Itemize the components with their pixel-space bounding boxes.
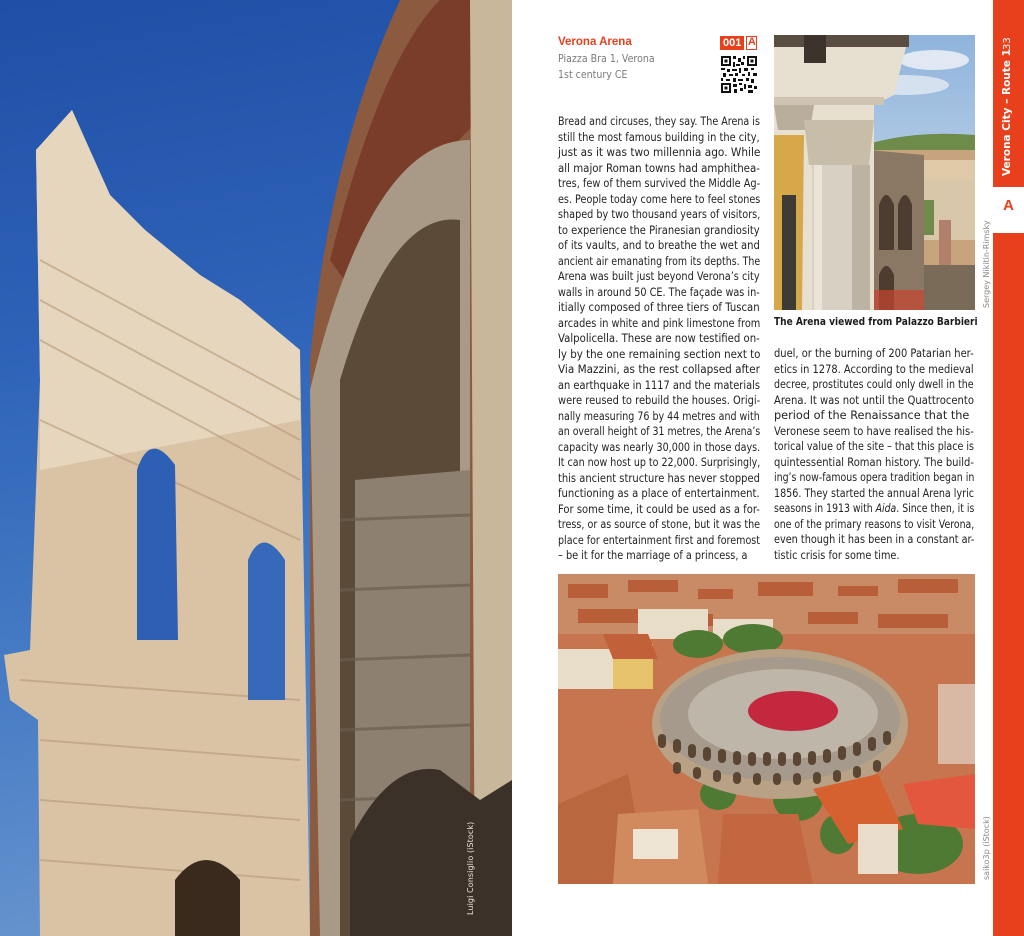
body-text-line: It can now host up to 22,000. Surprisingly,	[558, 456, 761, 469]
body-text-line: Arena was built just beyond Verona’s city	[558, 270, 760, 283]
body-text-line: itially composed of three tiers of Tuscan	[558, 301, 760, 314]
body-text-line: Valpolicella. These are now testified on-	[558, 332, 760, 345]
body-text-line: duel, or the burning of 200 Patarian her-	[774, 347, 974, 360]
route-letter: A	[1003, 197, 1014, 214]
arena-from-palazzo-photo	[774, 35, 975, 310]
body-text-line: Via Mazzini, as the rest collapsed after	[558, 363, 760, 376]
body-text-line: even though it has been in a constant ar-	[774, 533, 975, 546]
body-text-line: tres, few of them survived the Middle Ag-	[558, 177, 761, 190]
body-text-line: an overall height of 31 metres, the Arena’s	[558, 425, 761, 438]
entry-code-badge	[720, 36, 757, 50]
body-text-line: – be it for the marriage of a princess, a	[558, 549, 748, 562]
body-text-left-column	[558, 114, 760, 564]
body-text-line: place for entertainment first and foremost	[558, 533, 761, 547]
page-number: 33	[1002, 37, 1013, 50]
body-text-line: to experience the Piranesian grandiosity	[558, 223, 760, 237]
body-text-line: Bread and circuses, they say. The Arena is	[558, 115, 760, 128]
body-text-line: just as it was two millennia ago. While	[558, 146, 761, 159]
entry-title: Verona Arena	[558, 36, 632, 48]
body-text-line: 1856. They started the annual Arena lyric	[774, 486, 974, 500]
body-text-line: this ancient structure has never stopped	[558, 471, 760, 485]
body-text-line: quintessential Roman history. The build-	[774, 455, 974, 469]
body-text-line: ly by the one remaining section next to	[558, 347, 761, 361]
body-text-line: ancient air emanating from its depths. The	[558, 254, 761, 268]
body-text-line: all major Roman towns had amphithea-	[558, 161, 760, 175]
body-text-line: period of the Renaissance that the	[774, 409, 970, 422]
entry-address: Piazza Bra 1, Verona	[558, 52, 655, 65]
body-text-line: etics in 1278. According to the medieval	[774, 362, 974, 376]
body-text-line: were reused to rebuild the houses. Origi-	[558, 394, 761, 407]
body-text-line: tistic crisis for some time.	[774, 548, 900, 562]
body-text-line: decree, prostitutes could only dwell in the	[774, 378, 974, 391]
side-tab-bottom-block	[993, 233, 1024, 936]
entry-code-letter: A	[747, 36, 756, 48]
body-text-line: walls in around 50 CE. The façade was in-	[558, 285, 760, 299]
body-text-line: still the most famous building in the city,	[558, 130, 760, 144]
body-text-line: capacity was nearly 30,000 in those days.	[558, 440, 761, 454]
body-text-line: an earthquake in 1117 and the materials	[558, 378, 760, 392]
body-text-line: arcades in white and pink limestone from	[558, 316, 761, 330]
body-text-line: functioning as a place of entertainment.	[558, 487, 760, 500]
body-text-line: torical value of the site – that this place is	[774, 440, 975, 453]
body-text-line: For some time, it could be used as a for-	[558, 502, 760, 516]
arena-aerial-photo	[558, 574, 975, 884]
photo-credit-top: Sergey Nikitin-Rimsky	[982, 220, 991, 308]
body-text-right-column	[774, 346, 974, 563]
qr-code-icon	[721, 56, 757, 93]
body-text-line: es. People today come here to feel stones	[558, 192, 761, 206]
body-text-line: ing’s now-famous opera tradition began in	[774, 471, 975, 484]
entry-date: 1st century CE	[558, 68, 628, 81]
body-text-line: one of the primary reasons to visit Verona,	[774, 517, 975, 531]
photo-credit-bottom: saiko3p (iStock)	[982, 816, 991, 880]
photo-credit-left: Luigi Consiglio (iStock)	[466, 821, 475, 915]
body-text-line: nally measuring 76 by 44 metres and with	[558, 409, 760, 423]
body-text-line: tress, or as source of stone, but it was the	[558, 518, 761, 531]
body-text-line: Veronese seem to have realised the his-	[774, 424, 974, 438]
guide-page	[512, 0, 1024, 936]
body-text-line: of its vaults, and to breathe the wet and	[558, 239, 760, 252]
arena-aerial-illustration	[558, 574, 975, 884]
entry-code-number: 001	[720, 36, 744, 50]
photo-caption: The Arena viewed from Palazzo Barbieri	[774, 316, 978, 328]
body-text-line: Arena. It was not until the Quattrocento	[774, 393, 974, 407]
body-text-line: seasons in 1913 with Aida. Since then, it is	[774, 502, 975, 515]
arena-from-palazzo-illustration	[774, 35, 975, 310]
chapter-side-tab	[993, 0, 1024, 936]
body-text-line: shaped by two thousand years of visitors,	[558, 208, 761, 221]
section-label: Verona City – Route 1	[1001, 49, 1013, 176]
